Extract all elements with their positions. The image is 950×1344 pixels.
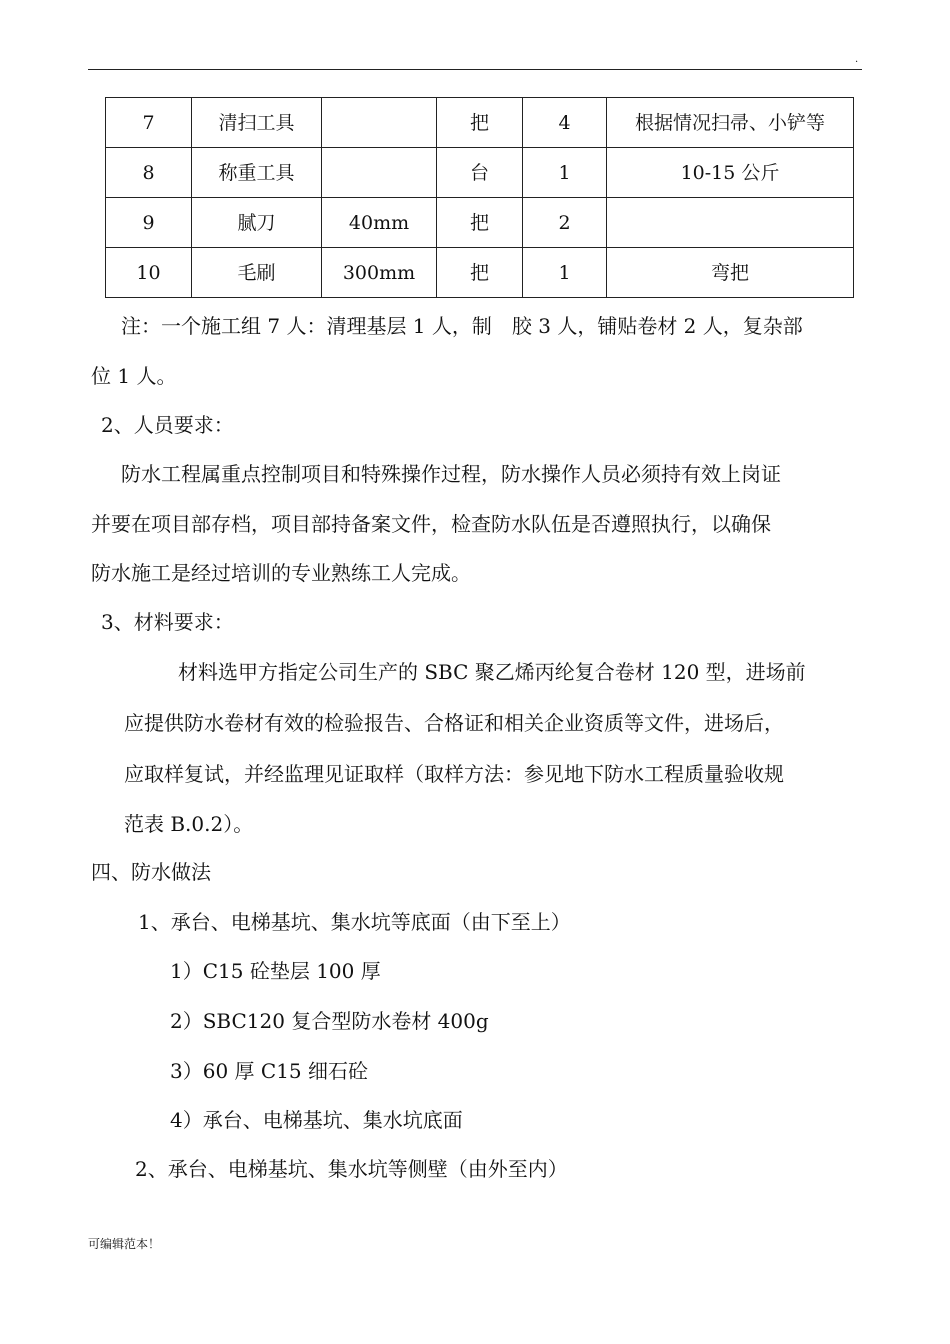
header-rule <box>88 69 862 70</box>
section-heading-method: 四、防水做法 <box>91 860 211 884</box>
paragraph-line: 防水工程属重点控制项目和特殊操作过程，防水操作人员必须持有效上岗证 <box>121 462 781 486</box>
table-cell <box>322 148 437 198</box>
table-cell: 4 <box>523 98 607 148</box>
paragraph-line: 应提供防水卷材有效的检验报告、合格证和相关企业资质等文件，进场后， <box>124 711 784 735</box>
table-cell: 腻刀 <box>192 198 322 248</box>
subsection-heading: 2、承台、电梯基坑、集水坑等侧壁（由外至内） <box>135 1157 568 1181</box>
table-cell <box>607 198 854 248</box>
subsection-heading: 1、承台、电梯基坑、集水坑等底面（由下至上） <box>138 910 571 934</box>
table-cell: 台 <box>437 148 523 198</box>
footer-note: 可编辑范本！ <box>88 1237 161 1251</box>
table-cell: 40mm <box>322 198 437 248</box>
table-cell: 7 <box>106 98 192 148</box>
table-cell: 10 <box>106 248 192 298</box>
note-line: 位 1 人。 <box>91 364 177 388</box>
table-cell: 称重工具 <box>192 148 322 198</box>
paragraph-line: 材料选甲方指定公司生产的 SBC 聚乙烯丙纶复合卷材 120 型，进场前 <box>178 660 806 684</box>
table-cell: 把 <box>437 198 523 248</box>
table-cell: 清扫工具 <box>192 98 322 148</box>
list-item: 3）60 厚 C15 细石砼 <box>170 1059 368 1083</box>
table-cell: 把 <box>437 248 523 298</box>
table-cell: 8 <box>106 148 192 198</box>
table-cell: 把 <box>437 98 523 148</box>
table-cell: 根据情况扫帚、小铲等 <box>607 98 854 148</box>
list-item: 2）SBC120 复合型防水卷材 400g <box>170 1009 489 1033</box>
table-row <box>106 248 854 298</box>
tools-table <box>105 97 854 298</box>
paragraph-line: 应取样复试，并经监理见证取样（取样方法：参见地下防水工程质量验收规 <box>124 762 784 786</box>
paragraph-line: 并要在项目部存档，项目部持备案文件，检查防水队伍是否遵照执行，以确保 <box>91 512 771 536</box>
table-cell: 9 <box>106 198 192 248</box>
table-cell: 1 <box>523 248 607 298</box>
table-cell: 弯把 <box>607 248 854 298</box>
table-cell: 10-15 公斤 <box>607 148 854 198</box>
table-cell <box>322 98 437 148</box>
table-cell: 毛刷 <box>192 248 322 298</box>
note-line: 注：一个施工组 7 人：清理基层 1 人，制 胶 3 人，铺贴卷材 2 人，复杂部 <box>121 314 803 338</box>
table-cell: 2 <box>523 198 607 248</box>
header-mark: . <box>855 54 859 65</box>
paragraph-line: 防水施工是经过培训的专业熟练工人完成。 <box>91 561 471 585</box>
table-cell: 300mm <box>322 248 437 298</box>
list-item: 4）承台、电梯基坑、集水坑底面 <box>170 1108 463 1132</box>
section-heading-material: 3、材料要求： <box>101 610 234 634</box>
table-row <box>106 148 854 198</box>
paragraph-line: 范表 B.0.2）。 <box>124 812 254 836</box>
table-row <box>106 98 854 148</box>
section-heading-personnel: 2、人员要求： <box>101 413 234 437</box>
table-cell: 1 <box>523 148 607 198</box>
list-item: 1）C15 砼垫层 100 厚 <box>170 959 381 983</box>
table-row <box>106 198 854 248</box>
